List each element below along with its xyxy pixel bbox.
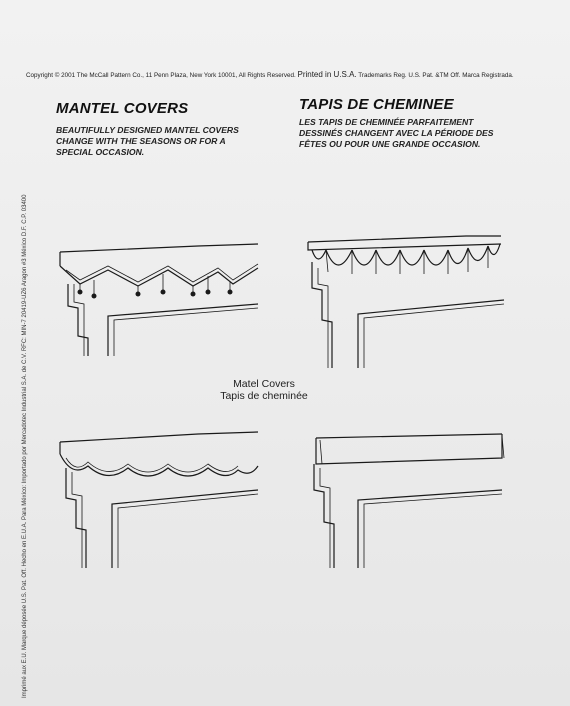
english-description: BEAUTIFULLY DESIGNED MANTEL COVERS CHANGE WITH THE SEASONS OR FOR A SPECIAL OCCASION. bbox=[56, 125, 239, 157]
illustration-caption bbox=[212, 378, 316, 402]
mantel-scallop-icon bbox=[58, 428, 258, 568]
mantel-zigzag-tassel-icon bbox=[58, 236, 258, 356]
french-description: LES TAPIS DE CHEMINÉE PARFAITEMENT DESSINÉS CHANGENT AVEC LA PÉRIODE DES FÊTES OU POUR UNE GRANDE OCCASION. bbox=[299, 117, 494, 149]
caption-fr: Tapis de cheminée bbox=[220, 390, 308, 402]
copyright-text: Copyright © 2001 The McCall Pattern Co., 11 Penn Plaza, New York 10001, All Rights Reserved. bbox=[26, 72, 296, 79]
mantel-swag-valance-icon bbox=[306, 228, 506, 368]
english-title: MANTEL COVERS bbox=[56, 100, 189, 117]
caption-en: Matel Covers bbox=[233, 378, 295, 390]
copyright-line bbox=[26, 70, 546, 79]
french-title: TAPIS DE CHEMINEE bbox=[299, 96, 454, 113]
trademarks-text: Trademarks Reg. U.S. Pat. &TM Off. Marca Registrada. bbox=[358, 72, 514, 79]
mantel-straight-drop-icon bbox=[306, 428, 506, 568]
printed-in-text: Printed in U.S.A. bbox=[297, 70, 357, 79]
side-import-text: Imprimé aux E.U. Marque déposée U.S. Pat. Off. Hecho en E.U.A. Para México: Importado por Mercadotec Industrial S.A. de C.V. RFC: MIN-7 20419-UZ6 Aragon #3 México D.F. C.P. 03400 bbox=[22, 194, 28, 698]
